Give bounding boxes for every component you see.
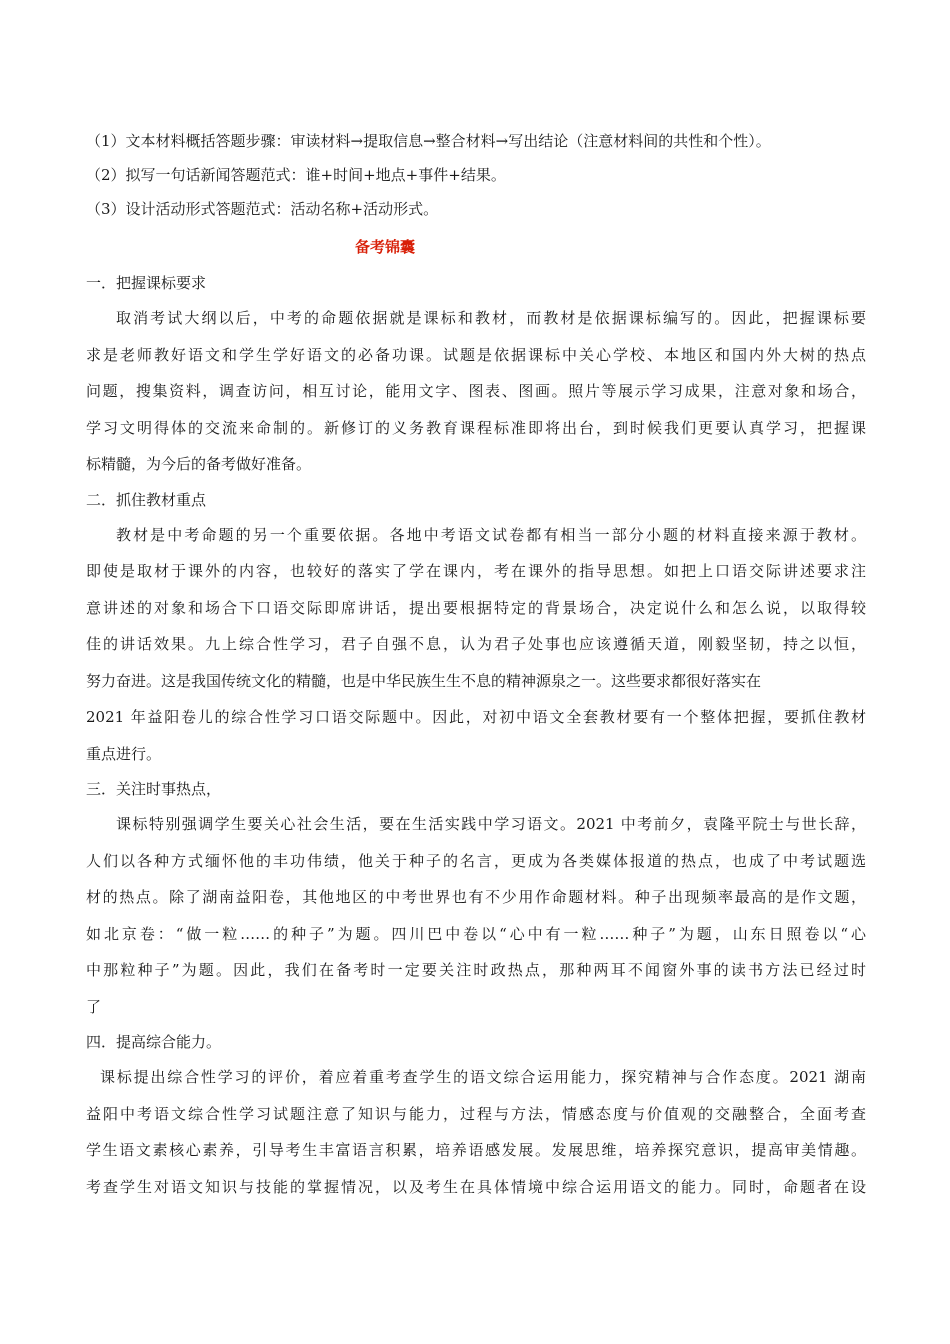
step-line-3: （3）设计活动形式答题范式：活动名称+活动形式。 <box>86 200 439 218</box>
paragraph-line: 佳的讲话效果。九上综合性学习，君子自强不息，认为君子处事也应该遵循天道，刚毅坚韧，持之以恒， <box>86 635 866 653</box>
paragraph-line: 考查学生对语文知识与技能的掌握情况，以及考生在具体情境中综合运用语文的能力。同时，命题者在设 <box>86 1177 866 1196</box>
section-title-2: 二．抓住教材重点 <box>86 490 207 509</box>
section-title-4: 四．提高综合能力。 <box>86 1033 222 1051</box>
paragraph-line: 学习文明得体的交流来命制的。新修订的义务教育课程标准即将出台，到时候我们更要认真学习，把握课 <box>86 418 866 437</box>
paragraph-line: 努力奋进。这是我国传统文化的精髓，也是中华民族生生不息的精神源泉之一。这些要求都很好落实在 <box>86 671 762 690</box>
paragraph-line: 课标提出综合性学习的评价，着应着重考查学生的语文综合运用能力，探究精神与合作态度。2021 湖南 <box>100 1068 866 1086</box>
step-line-1: （1）文本材料概括答题步骤：审读材料→提取信息→整合材料→写出结论（注意材料间的共性和个性）。 <box>86 132 771 150</box>
paragraph-line: 求是老师教好语文和学生学好语文的必备功课。试题是依据课标中关心学校、本地区和国内外大树的热点 <box>86 345 866 364</box>
section-title-3: 三．关注时事热点， <box>86 780 222 798</box>
paragraph-line: 意讲述的对象和场合下口语交际即席讲话，提出要根据特定的背景场合，决定说什么和怎么说，以取得较 <box>86 598 866 617</box>
paragraph-line: 教材是中考命题的另一个重要依据。各地中考语文试卷都有相当一部分小题的材料直接来源于教材。 <box>116 525 866 544</box>
paragraph-line: 取消考试大纲以后，中考的命题依据就是课标和教材，而教材是依据课标编写的。因此，把握课标要 <box>116 309 866 327</box>
section-paragraph-2 <box>86 517 866 773</box>
paragraph-line: 标精髓，为今后的备考做好准备。 <box>86 455 312 473</box>
paragraph-line: 材的热点。除了湖南益阳卷，其他地区的中考世界也有不少用作命题材料。种子出现频率最高的是作文题， <box>86 888 866 906</box>
section-paragraph-3 <box>86 806 866 1025</box>
section-title-1: 一．把握课标要求 <box>86 274 207 292</box>
section-paragraph-1 <box>86 300 866 483</box>
paragraph-line: 问题，搜集资料，调查访问，相互讨论，能用文字、图表、图画。照片等展示学习成果，注意对象和场合， <box>86 382 866 400</box>
document-page <box>86 124 866 1205</box>
section-heading: 备考锦囊 <box>355 238 416 256</box>
paragraph-line: 中那粒种子”为题。因此，我们在备考时一定要关注时政热点，那种两耳不闻窗外事的读书方法已经过时 <box>86 961 866 979</box>
paragraph-line: 学生语文素核心素养，引导考生丰富语言积累，培养语感发展。发展思维，培养探究意识，提高审美情趣。 <box>86 1141 866 1159</box>
paragraph-line: 即使是取材于课外的内容，也较好的落实了学在课内，考在课外的指导思想。如把上口语交际讲述要求注 <box>86 562 866 580</box>
section-paragraph-4 <box>86 1059 866 1205</box>
paragraph-line: 人们以各种方式缅怀他的丰功伟绩，他关于种子的名言，更成为各类媒体报道的热点，也成了中考试题选 <box>86 851 866 870</box>
paragraph-line: 了 <box>86 997 102 1016</box>
paragraph-line: 如北京卷：“做一粒……的种子”为题。四川巴中卷以“心中有一粒……种子”为题，山东日照卷以“心 <box>86 924 866 943</box>
paragraph-line: 2021 年益阳卷儿的综合性学习口语交际题中。因此，对初中语文全套教材要有一个整体把握，要抓住教材 <box>86 708 866 726</box>
paragraph-line: 益阳中考语文综合性学习试题注意了知识与能力，过程与方法，情感态度与价值观的交融整合，全面考查 <box>86 1104 866 1123</box>
paragraph-line: 课标特别强调学生要关心社会生活，要在生活实践中学习语文。2021 中考前夕，袁隆平院士与世长辞， <box>116 815 866 833</box>
step-line-2: （2）拟写一句话新闻答题范式：谁+时间+地点+事件+结果。 <box>86 166 506 184</box>
paragraph-line: 重点进行。 <box>86 744 162 763</box>
